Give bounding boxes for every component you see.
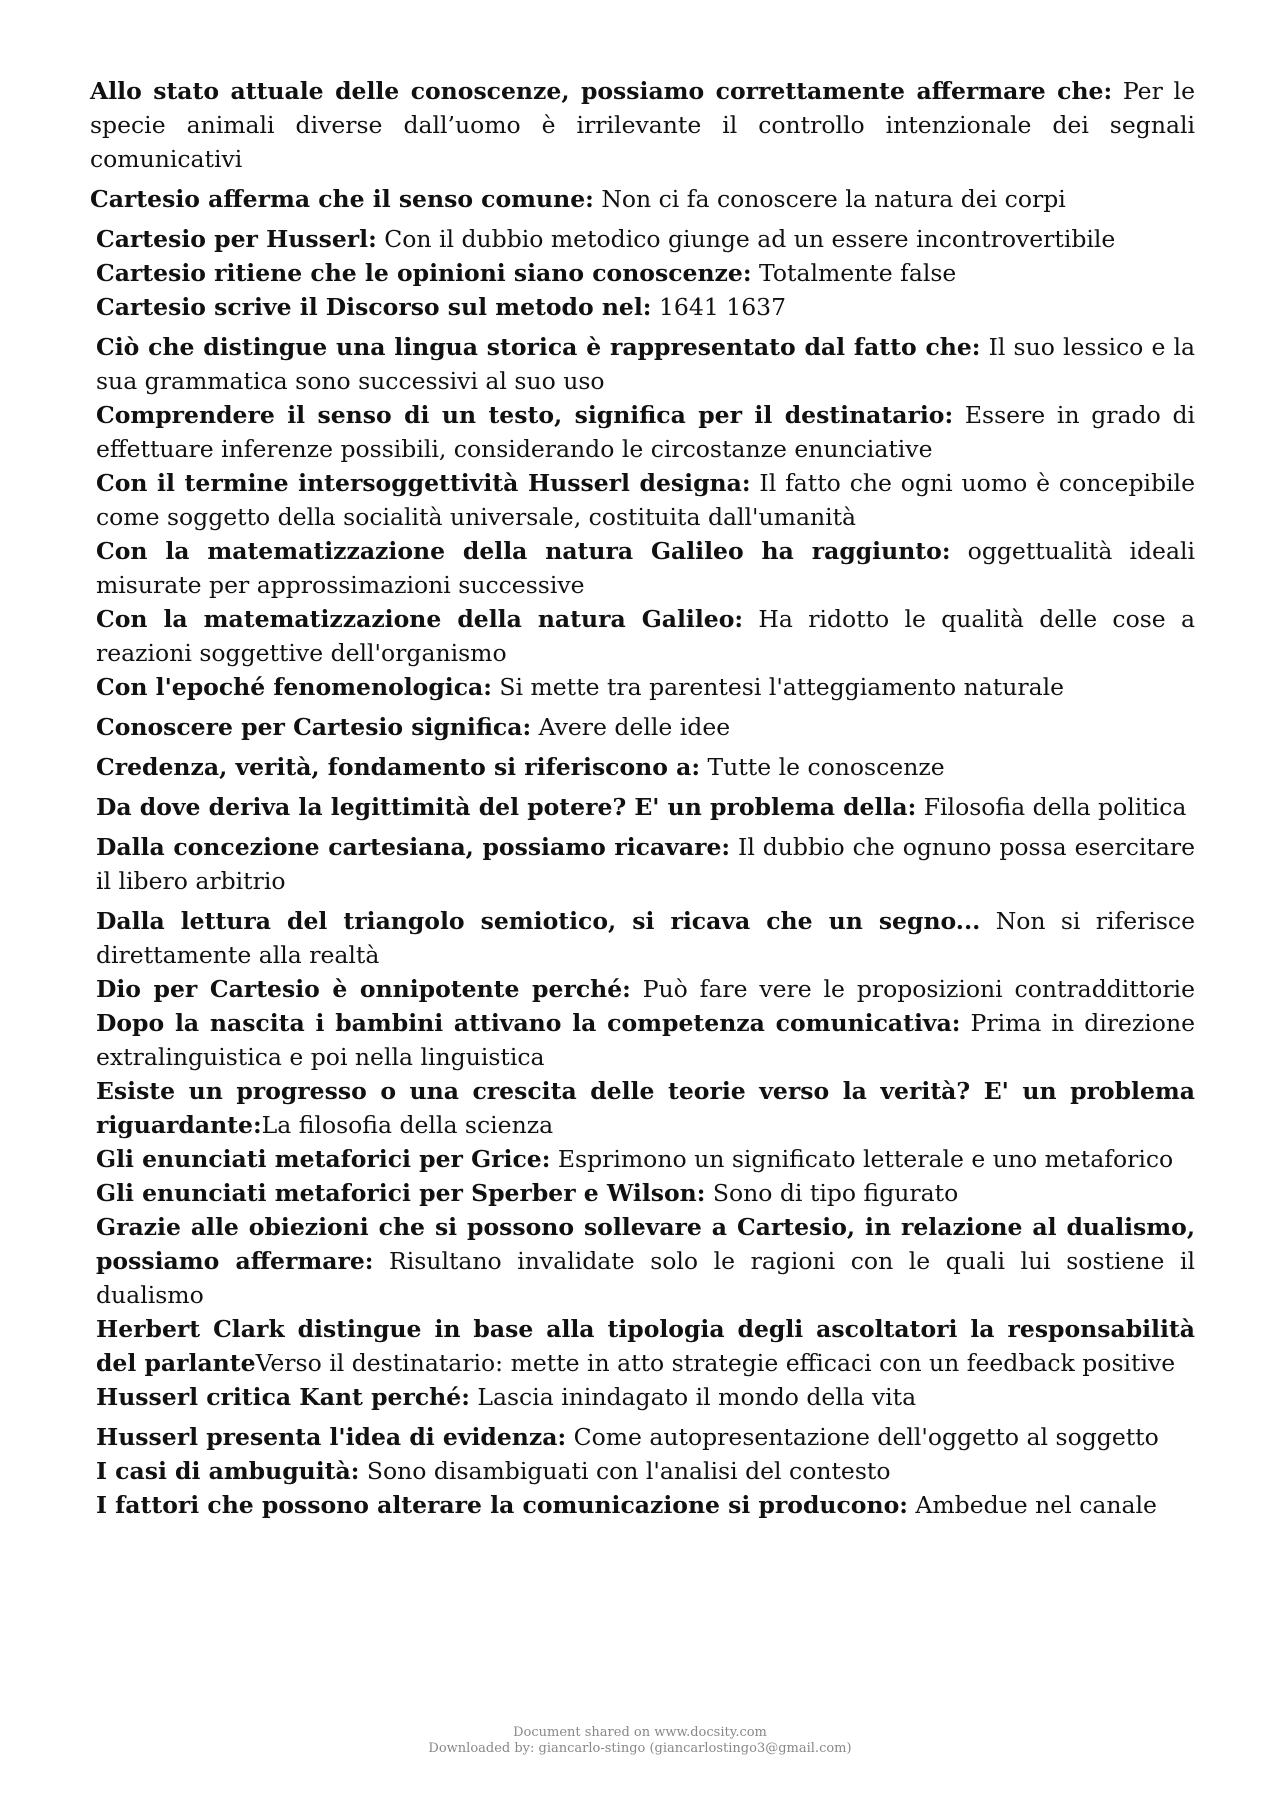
qa-entry bbox=[90, 1142, 1195, 1176]
question: Con la matematizzazione della natura Galileo: bbox=[96, 605, 744, 633]
qa-entry bbox=[90, 74, 1195, 176]
question: Dalla lettura del triangolo semiotico, si ricava che un segno... bbox=[96, 907, 981, 935]
qa-entry bbox=[90, 972, 1195, 1074]
question: Cartesio per Husserl: bbox=[96, 225, 377, 253]
question: Credenza, verità, fondamento si riferiscono a: bbox=[96, 753, 701, 781]
qa-entry bbox=[90, 670, 1195, 704]
qa-entry bbox=[90, 290, 1195, 324]
qa-entry bbox=[90, 1488, 1195, 1522]
question: Da dove deriva la legittimità del potere? E' un problema della: bbox=[96, 793, 917, 821]
qa-entry bbox=[90, 330, 1195, 398]
answer: Risultano invalidate solo le ragioni con le quali lui sostiene il dualismo bbox=[96, 1247, 1195, 1309]
qa-entry bbox=[90, 1420, 1195, 1454]
question: Cartesio scrive il Discorso sul metodo nel: bbox=[96, 293, 652, 321]
answer: Sono disambiguati con l'analisi del contesto bbox=[366, 1457, 891, 1485]
question: Gli enunciati metaforici per Grice: bbox=[96, 1145, 551, 1173]
question: Con l'epoché fenomenologica: bbox=[96, 673, 492, 701]
qa-entry bbox=[90, 466, 1195, 534]
answer: Lascia inindagato il mondo della vita bbox=[477, 1383, 917, 1411]
qa-entry bbox=[90, 710, 1195, 744]
download-footer bbox=[0, 1725, 1280, 1757]
answer: Verso il destinatario: mette in atto strategie efficaci con un feedback positive bbox=[255, 1349, 1176, 1377]
question: Husserl critica Kant perché: bbox=[96, 1383, 470, 1411]
qa-entry bbox=[90, 1176, 1195, 1210]
question: Husserl presenta l'idea di evidenza: bbox=[96, 1423, 567, 1451]
footer-shared-line: Document shared on www.docsity.com bbox=[513, 1725, 767, 1740]
question: Grazie alle obiezioni che si possono sollevare a Cartesio, in relazione al dualismo, possiamo affermare: bbox=[96, 1213, 1195, 1275]
question: Conoscere per Cartesio significa: bbox=[96, 713, 532, 741]
question: Con il termine intersoggettività Husserl designa: bbox=[96, 469, 751, 497]
qa-entry bbox=[90, 534, 1195, 602]
answer: Filosofia della politica bbox=[923, 793, 1187, 821]
answer: Non ci fa conoscere la natura dei corpi bbox=[601, 185, 1066, 213]
question: I casi di ambuguità: bbox=[96, 1457, 360, 1485]
answer: Come autopresentazione dell'oggetto al soggetto bbox=[573, 1423, 1159, 1451]
answer: Ambedue nel canale bbox=[915, 1491, 1157, 1519]
answer: Può fare vere le proposizioni contraddittorie bbox=[642, 975, 1195, 1003]
answer: Il dubbio che ognuno possa esercitare il libero arbitrio bbox=[96, 833, 1195, 895]
question: I fattori che possono alterare la comunicazione si producono: bbox=[96, 1491, 908, 1519]
qa-entry bbox=[90, 790, 1195, 824]
answer: Totalmente false bbox=[759, 259, 957, 287]
answer: Si mette tra parentesi l'atteggiamento naturale bbox=[499, 673, 1065, 701]
answer: Tutte le conoscenze bbox=[707, 753, 945, 781]
footer-downloaded-line: Downloaded by: giancarlo-stingo (giancarlostingo3@gmail.com) bbox=[428, 1741, 852, 1756]
answer: Il fatto che ogni uomo è concepibile come soggetto della socialità universale, costituita dall'umanità bbox=[96, 469, 1195, 531]
question: Cartesio ritiene che le opinioni siano conoscenze: bbox=[96, 259, 752, 287]
qa-entry bbox=[90, 222, 1195, 256]
qa-list bbox=[90, 74, 1195, 1522]
qa-entry bbox=[90, 1074, 1195, 1142]
answer: Non si riferisce direttamente alla realtà bbox=[96, 907, 1195, 969]
qa-entry bbox=[90, 1312, 1195, 1380]
qa-entry bbox=[90, 1210, 1195, 1312]
qa-entry bbox=[90, 904, 1195, 972]
qa-entry bbox=[90, 182, 1195, 216]
answer: Con il dubbio metodico giunge ad un essere incontrovertibile bbox=[384, 225, 1116, 253]
qa-entry bbox=[90, 1454, 1195, 1488]
qa-entry bbox=[90, 602, 1195, 670]
question: Comprendere il senso di un testo, significa per il destinatario: bbox=[96, 401, 954, 429]
answer: oggettualità ideali misurate per approssimazioni successive bbox=[96, 537, 1195, 599]
question: Ciò che distingue una lingua storica è rappresentato dal fatto che: bbox=[96, 333, 981, 361]
qa-entry bbox=[90, 256, 1195, 290]
question: Herbert Clark distingue in base alla tipologia degli ascoltatori la responsabilità del parlante bbox=[96, 1315, 1195, 1377]
question: Dopo la nascita i bambini attivano la competenza comunicativa: bbox=[96, 1009, 961, 1037]
answer: Essere in grado di effettuare inferenze possibili, considerando le circostanze enunciative bbox=[96, 401, 1195, 463]
qa-entry bbox=[90, 1380, 1195, 1414]
qa-entry bbox=[90, 398, 1195, 466]
answer: 1641 1637 bbox=[658, 293, 787, 321]
question: Dalla concezione cartesiana, possiamo ricavare: bbox=[96, 833, 731, 861]
question: Cartesio afferma che il senso comune: bbox=[90, 185, 594, 213]
qa-entry bbox=[90, 750, 1195, 784]
answer: Il suo lessico e la sua grammatica sono successivi al suo uso bbox=[96, 333, 1195, 395]
answer: Avere delle idee bbox=[538, 713, 731, 741]
answer: Prima in direzione extralinguistica e poi nella linguistica bbox=[96, 1009, 1195, 1071]
answer: Esprimono un significato letterale e uno metaforico bbox=[557, 1145, 1174, 1173]
answer: Ha ridotto le qualità delle cose a reazioni soggettive dell'organismo bbox=[96, 605, 1195, 667]
qa-entry bbox=[90, 830, 1195, 898]
question: Gli enunciati metaforici per Sperber e Wilson: bbox=[96, 1179, 706, 1207]
answer: Sono di tipo figurato bbox=[712, 1179, 959, 1207]
answer: Per le specie animali diverse dall’uomo è irrilevante il controllo intenzionale dei segnali comunicativi bbox=[90, 77, 1195, 173]
question: Esiste un progresso o una crescita delle teorie verso la verità? E' un problema riguardante: bbox=[96, 1077, 1195, 1139]
question: Dio per Cartesio è onnipotente perché: bbox=[96, 975, 631, 1003]
question: Allo stato attuale delle conoscenze, possiamo correttamente affermare che: bbox=[90, 77, 1113, 105]
question: Con la matematizzazione della natura Galileo ha raggiunto: bbox=[96, 537, 951, 565]
answer: La filosofia della scienza bbox=[261, 1111, 554, 1139]
